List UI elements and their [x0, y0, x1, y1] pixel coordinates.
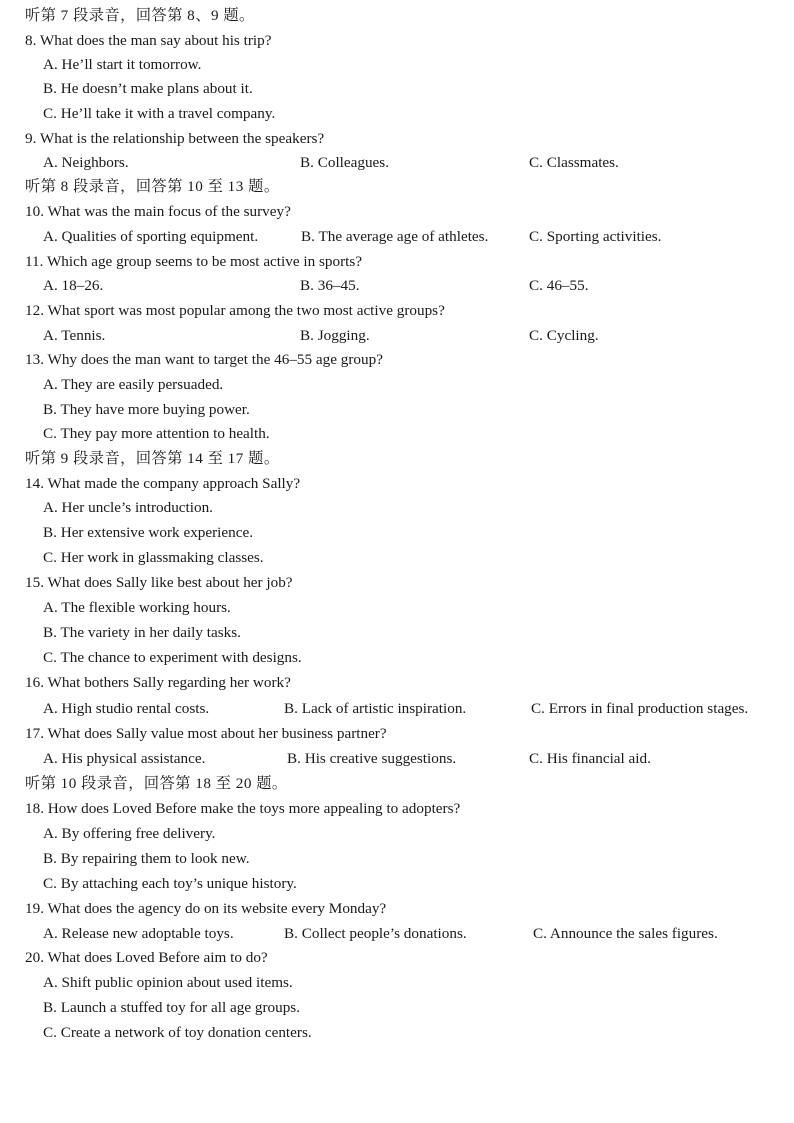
q20-option-c: C. Create a network of toy donation centers. [43, 1024, 312, 1041]
q12-option-a: A. Tennis. [43, 327, 106, 344]
option-row [0, 1021, 794, 1045]
q11-option-c: C. 46–55. [529, 277, 589, 294]
q10-option-b: B. The average age of athletes. [301, 228, 489, 245]
q18-option-a: A. By offering free delivery. [43, 825, 216, 842]
q17-option-c: C. His financial aid. [529, 750, 651, 767]
option-row [0, 151, 794, 175]
question-14: 14. What made the company approach Sally? [25, 475, 301, 492]
option-row [0, 971, 794, 995]
q15-option-b: B. The variety in her daily tasks. [43, 624, 241, 641]
q10-option-a: A. Qualities of sporting equipment. [43, 228, 259, 245]
option-row [0, 77, 794, 101]
q13-option-b: B. They have more buying power. [43, 401, 250, 418]
q17-option-b: B. His creative suggestions. [287, 750, 457, 767]
question-19: 19. What does the agency do on its website every Monday? [25, 900, 387, 917]
q8-option-a: A. He’ll start it tomorrow. [43, 56, 202, 73]
question-10: 10. What was the main focus of the survey? [25, 203, 291, 220]
q9-option-b: B. Colleagues. [300, 154, 390, 171]
option-row [0, 546, 794, 570]
option-row [0, 53, 794, 77]
q8-option-b: B. He doesn’t make plans about it. [43, 80, 253, 97]
option-row [0, 747, 794, 771]
question-11: 11. Which age group seems to be most active in sports? [25, 253, 363, 270]
q9-option-c: C. Classmates. [529, 154, 619, 171]
option-row [0, 996, 794, 1020]
option-row [0, 225, 794, 249]
option-row [0, 496, 794, 520]
option-row [0, 872, 794, 896]
option-row [0, 274, 794, 298]
q16-option-a: A. High studio rental costs. [43, 700, 210, 717]
option-row [0, 324, 794, 348]
q10-option-c: C. Sporting activities. [529, 228, 662, 245]
q19-option-c: C. Announce the sales figures. [533, 925, 718, 942]
option-row [0, 646, 794, 670]
q11-option-b: B. 36–45. [300, 277, 360, 294]
question-15: 15. What does Sally like best about her job? [25, 574, 293, 591]
option-row [0, 822, 794, 846]
q14-option-a: A. Her uncle’s introduction. [43, 499, 213, 516]
q14-option-c: C. Her work in glassmaking classes. [43, 549, 264, 566]
q9-option-a: A. Neighbors. [43, 154, 129, 171]
option-row [0, 422, 794, 446]
q18-option-b: B. By repairing them to look new. [43, 850, 250, 867]
q8-option-c: C. He’ll take it with a travel company. [43, 105, 276, 122]
option-row [0, 697, 794, 721]
question-16: 16. What bothers Sally regarding her work? [25, 674, 291, 691]
q12-option-c: C. Cycling. [529, 327, 599, 344]
q11-option-a: A. 18–26. [43, 277, 104, 294]
question-13: 13. Why does the man want to target the 46–55 age group? [25, 351, 383, 368]
q19-option-a: A. Release new adoptable toys. [43, 925, 234, 942]
q15-option-c: C. The chance to experiment with designs. [43, 649, 302, 666]
q17-option-a: A. His physical assistance. [43, 750, 206, 767]
option-row [0, 621, 794, 645]
q14-option-b: B. Her extensive work experience. [43, 524, 254, 541]
q16-option-c: C. Errors in final production stages. [531, 700, 749, 717]
q19-option-b: B. Collect people’s donations. [284, 925, 467, 942]
q15-option-a: A. The flexible working hours. [43, 599, 231, 616]
question-17: 17. What does Sally value most about her business partner? [25, 725, 387, 742]
question-12: 12. What sport was most popular among the two most active groups? [25, 302, 445, 319]
question-20: 20. What does Loved Before aim to do? [25, 949, 268, 966]
option-row [0, 596, 794, 620]
q12-option-b: B. Jogging. [300, 327, 370, 344]
q20-option-b: B. Launch a stuffed toy for all age groups. [43, 999, 300, 1016]
question-18: 18. How does Loved Before make the toys more appealing to adopters? [25, 800, 461, 817]
question-9: 9. What is the relationship between the speakers? [25, 130, 325, 147]
section-heading-9: 听第 9 段录音，回答第 14 至 17 题。 [25, 450, 280, 467]
option-row [0, 102, 794, 126]
q13-option-a: A. They are easily persuaded. [43, 376, 224, 393]
q13-option-c: C. They pay more attention to health. [43, 425, 270, 442]
section-heading-7: 听第 7 段录音，回答第 8、9 题。 [25, 7, 255, 24]
q18-option-c: C. By attaching each toy’s unique history. [43, 875, 297, 892]
section-heading-8: 听第 8 段录音，回答第 10 至 13 题。 [25, 178, 280, 195]
option-row [0, 847, 794, 871]
section-heading-10: 听第 10 段录音，回答第 18 至 20 题。 [25, 775, 288, 792]
question-8: 8. What does the man say about his trip? [25, 32, 272, 49]
q16-option-b: B. Lack of artistic inspiration. [284, 700, 467, 717]
option-row [0, 373, 794, 397]
option-row [0, 521, 794, 545]
option-row [0, 398, 794, 422]
option-row [0, 922, 794, 946]
q20-option-a: A. Shift public opinion about used items. [43, 974, 293, 991]
